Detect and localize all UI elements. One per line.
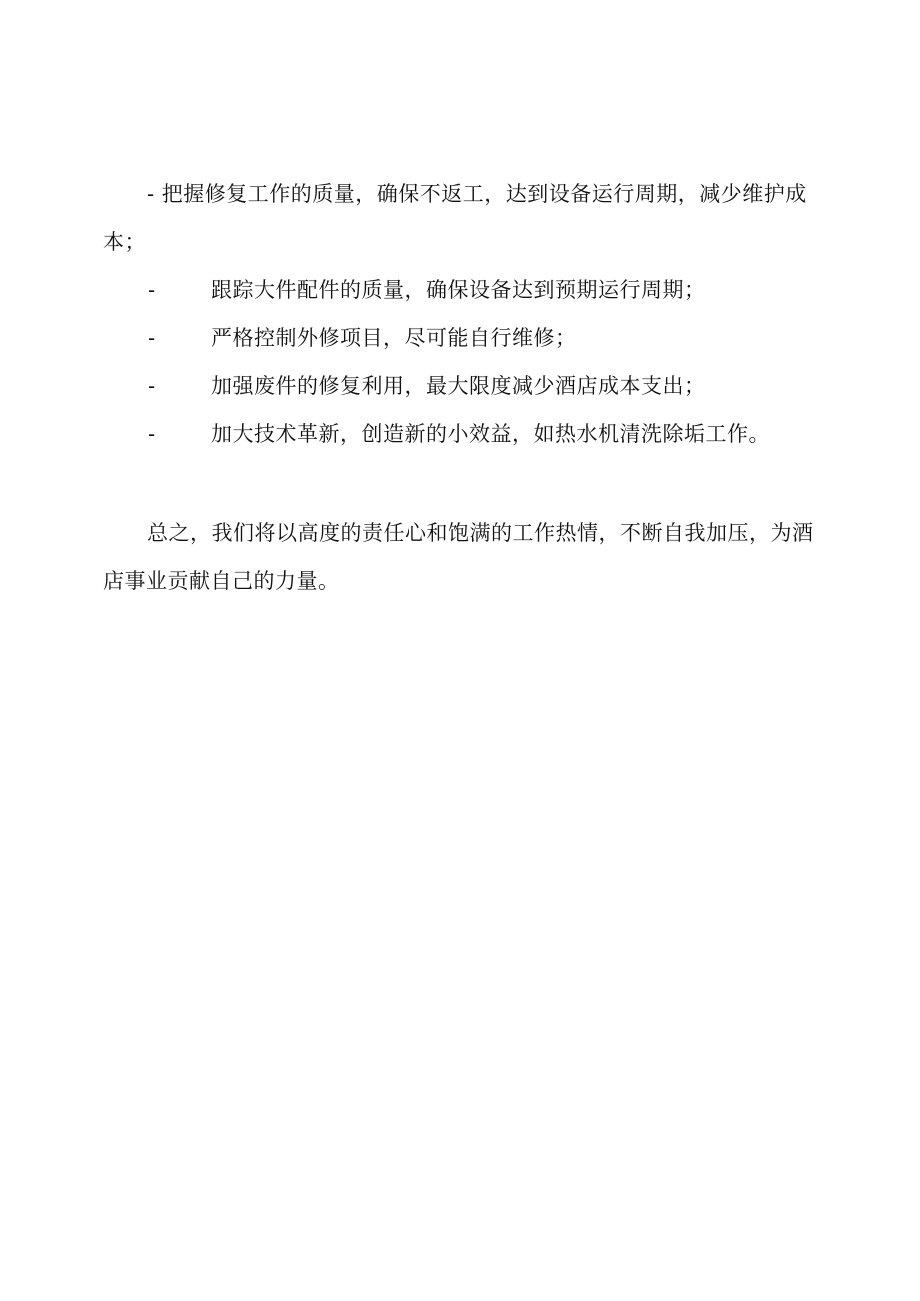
list-dash-marker: - <box>148 374 156 398</box>
paragraph-conclusion: 总之，我们将以高度的责任心和饱满的工作热情，不断自我加压，为酒店事业贡献自己的力量。 <box>103 521 814 593</box>
list-dash-marker: - <box>148 326 156 350</box>
list-item-text: 加强废件的修复利用，最大限度减少酒店成本支出； <box>211 374 706 398</box>
list-item-text: 跟踪大件配件的质量，确保设备达到预期运行周期； <box>211 278 706 302</box>
list-item-text: 加大技术革新，创造新的小效益，如热水机清洗除垢工作。 <box>211 422 770 446</box>
list-dash-marker: - <box>148 278 156 302</box>
paragraph-repair-quality: - 把握修复工作的质量，确保不返工，达到设备运行周期，减少维护成本； <box>103 182 807 254</box>
list-item-text: 严格控制外修项目，尽可能自行维修； <box>211 326 577 350</box>
list-dash-marker: - <box>148 422 156 446</box>
